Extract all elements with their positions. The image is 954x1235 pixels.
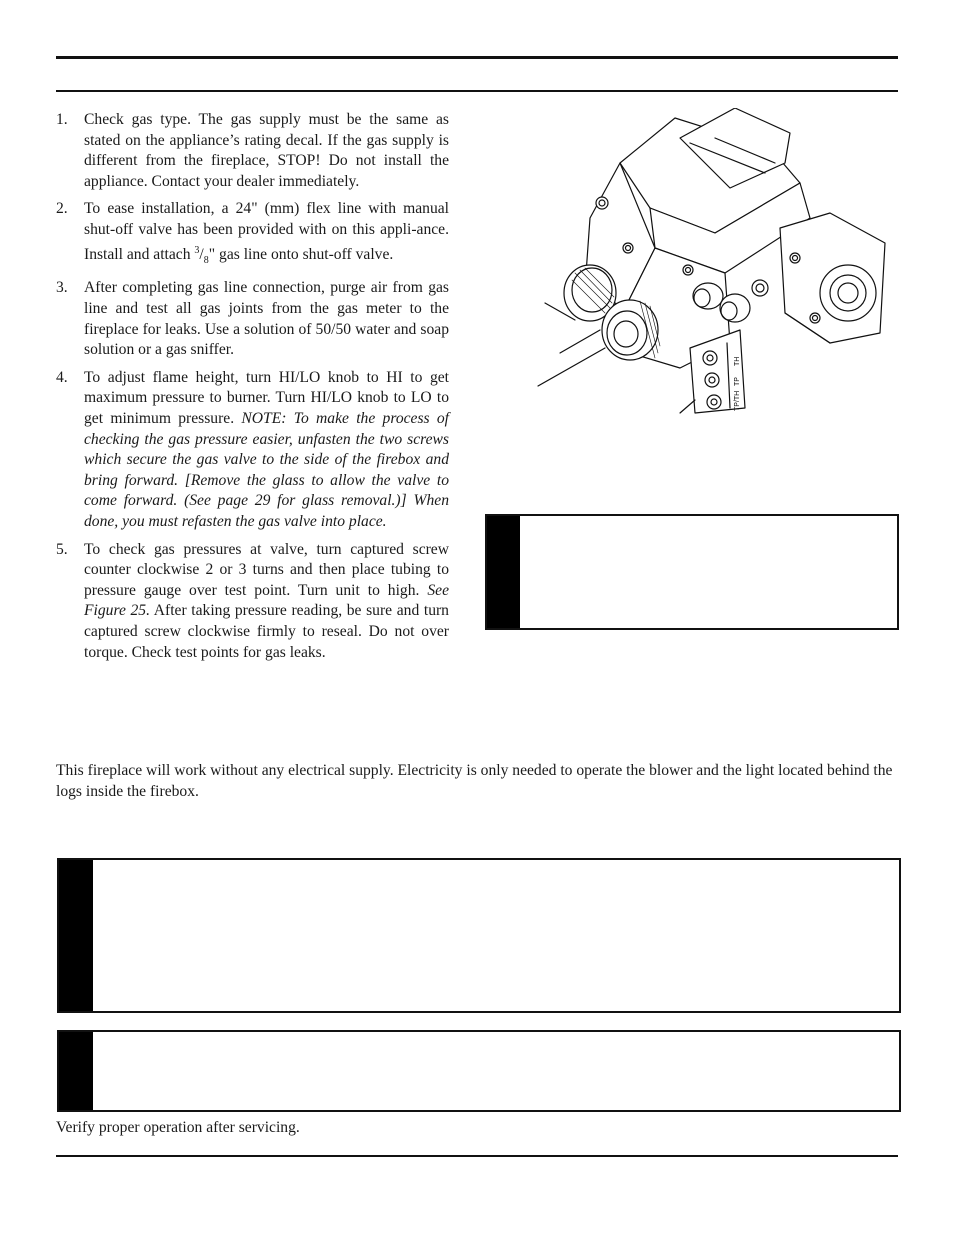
terminal-label-th: TH xyxy=(734,356,741,366)
electrical-requirements-text: This fireplace will work without any electrical supply. Electricity is only needed to operate the blower and the light located behind the logs inside the firebox. xyxy=(56,762,893,800)
warning-marker xyxy=(59,860,93,1011)
step-text: To check gas pressures at valve, turn captured screw counter clockwise 2 or 3 turns and then place tubing to pressure gauge over test point. Turn unit to high. xyxy=(84,540,449,599)
notice-marker xyxy=(487,516,520,628)
list-item: 1. Check gas type. The gas supply must be the same as stated on the appliance’s rating decal. If the gas supply is different from the fireplace, STOP! Do not install the appliance. Contact your dealer immediately. xyxy=(56,111,449,190)
caution-marker xyxy=(59,1032,93,1110)
step-note: NOTE: To make the process of checking the gas pressure easier, unfasten the two screws which secure the gas valve to the side of the firebox and bring forward. [Remove the glass to allow the valve to come forward. (See page 29 for glass removal.)] When done, you must refasten the gas valve into place. xyxy=(84,410,450,530)
gas-installation-steps xyxy=(56,110,449,670)
list-item: 3. After completing gas line connection, purge air from gas line and test all gas joints from the gas meter to the fireplace for leaks. Use a solution of 50/50 water and soap solution or a gas sniffer. xyxy=(56,279,449,359)
fraction: $^3/_8$ xyxy=(194,244,209,266)
terminal-label-tp: TP xyxy=(734,377,741,386)
list-item: 2. To ease installation, a 24" (mm) flex line with manual shut-off valve has been provided with on this appli-ance. Install and attach $^3/_8$" gas line onto shut-off valve. xyxy=(56,200,449,266)
caution-box xyxy=(57,1030,901,1112)
top-rule xyxy=(56,56,898,59)
figure-reference: See Figure 25. xyxy=(84,581,449,620)
step-text-continued: " gas line onto shut-off valve. xyxy=(208,245,394,263)
step-text-continued: After taking pressure reading, be sure and turn captured screw clockwise firmly to reseal. Do not over torque. Check test points for gas leaks. xyxy=(84,602,449,661)
footer-rule xyxy=(56,1155,898,1157)
list-item: 5. To check gas pressures at valve, turn captured screw counter clockwise 2 or 3 turns and then place tubing to pressure gauge over test point. Turn unit to high. See Figure 25. After taking pressure reading, be sure and turn captured screw clockwise firmly to reseal. Do not over torque. Check test points for gas leaks. xyxy=(56,540,449,661)
step-text: Check gas type. The gas supply must be the same as stated on the appliance’s rating decal. If the gas supply is different from the fireplace, STOP! Do not install the appliance. Contact your dealer immediately. xyxy=(84,111,449,190)
verify-operation-text: Verify proper operation after servicing. xyxy=(56,1119,300,1136)
step-text: To ease installation, a 24" (mm) flex line with manual shut-off valve has been provided with on this appli-ance. Install and attach xyxy=(84,200,449,263)
notice-box xyxy=(485,514,899,630)
list-item: 4. To adjust flame height, turn HI/LO knob to HI to get maximum pressure to burner. Turn HI/LO knob to LO to get minimum pressure. NOTE: To make the process of checking the gas pressure easier, unfasten the two screws which secure the gas valve to the side of the firebox and bring forward. [Remove the glass to allow the valve to come forward. (See page 29 for glass removal.)] When done, you must refasten the gas valve into place. xyxy=(56,368,450,530)
header-rule xyxy=(56,90,898,92)
gas-valve-illustration xyxy=(530,108,895,428)
step-text: After completing gas line connection, purge air from gas line and test all gas joints from the gas meter to the fireplace for leaks. Use a solution of 50/50 water and soap solution or a gas sniffer. xyxy=(84,279,449,359)
step-text: To adjust flame height, turn HI/LO knob to HI to get maximum pressure to burner. Turn HI/LO knob to LO to get minimum pressure. xyxy=(84,368,449,428)
warning-box xyxy=(57,858,901,1013)
terminal-label-tpth: TP/TH xyxy=(734,390,741,411)
